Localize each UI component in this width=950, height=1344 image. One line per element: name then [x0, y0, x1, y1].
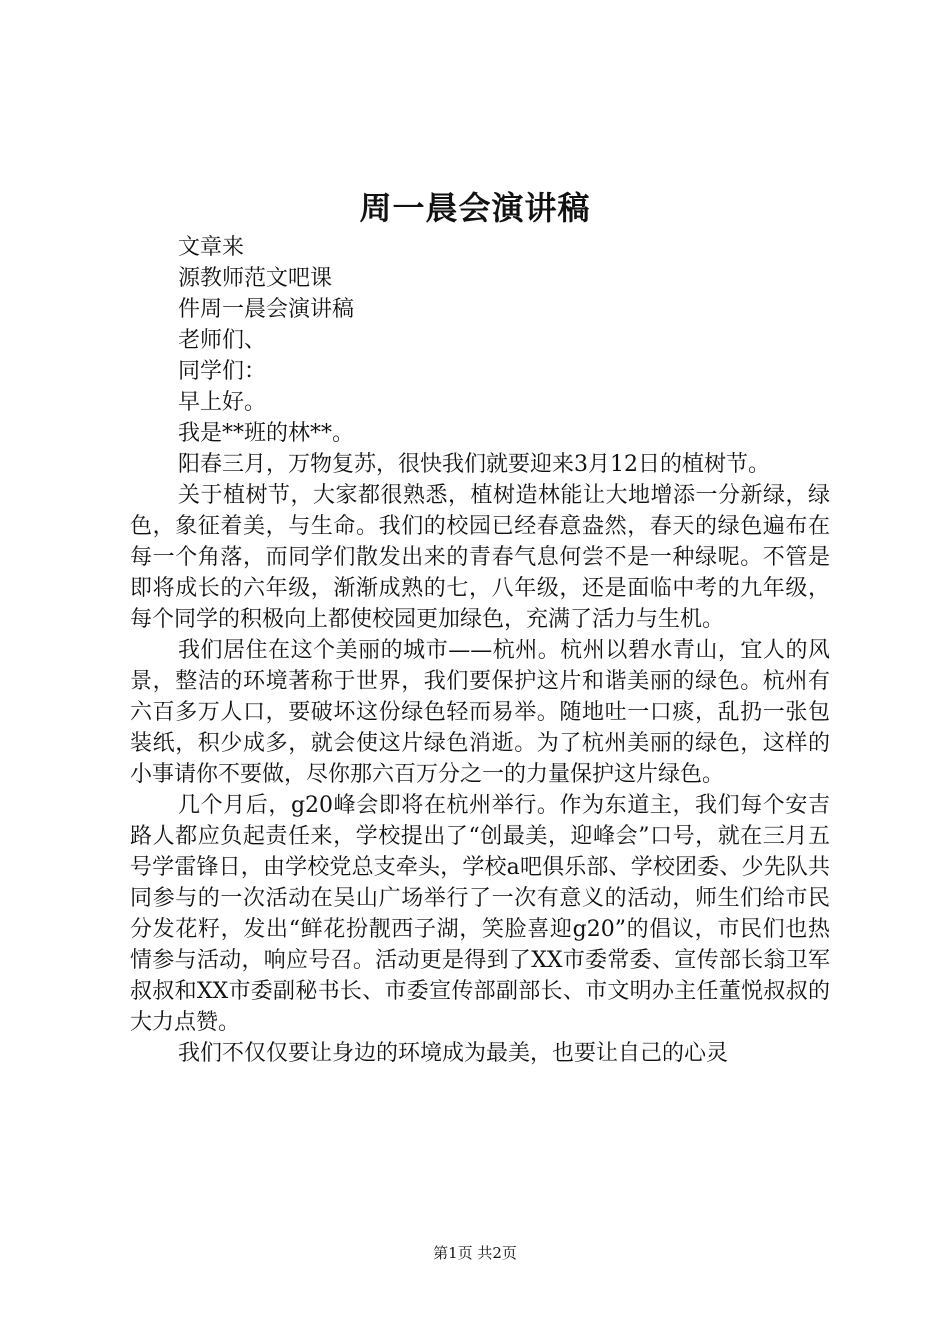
- greeting-teachers: 老师们、: [178, 328, 267, 353]
- paragraph-2: 关于植树节，大家都很熟悉，植树造林能让大地增添一分新绿，绿色，象征着美，与生命。我们的校园已经春意盎然，春天的绿色遍布在每一个角落，而同学们散发出来的青春气息何尝不是一种绿呢。不管是即将成长的六年级，渐渐成熟的七，八年级，还是面临中考的九年级，每个同学的积极向上都使校园更加绿色，充满了活力与生机。: [130, 483, 830, 632]
- speaker-intro: 我是**班的林**。: [178, 421, 355, 446]
- greeting-morning: 早上好。: [178, 390, 267, 415]
- header-line-source-3: 件周一晨会演讲稿: [178, 297, 355, 322]
- page-footer: 第1页 共2页: [433, 1244, 517, 1262]
- document-body: [130, 232, 830, 1069]
- paragraph-5: 我们不仅仅要让身边的环境成为最美，也要让自己的心灵: [178, 1041, 729, 1066]
- header-line-source-2: 源教师范文吧课: [178, 266, 333, 291]
- header-line-source-1: 文章来: [178, 235, 245, 260]
- paragraph-3: 我们居住在这个美丽的城市——杭州。杭州以碧水青山，宜人的风景，整洁的环境著称于世界，我们要保护这片和谐美丽的绿色。杭州有六百多万人口，要破坏这份绿色轻而易举。随地吐一口痰，乱扔一张包装纸，积少成多，就会使这片绿色消逝。为了杭州美丽的绿色，这样的小事请你不要做，尽你那六百万分之一的力量保护这片绿色。: [130, 638, 830, 787]
- paragraph-1: 阳春三月，万物复苏，很快我们就要迎来3月12日的植树节。: [178, 452, 770, 477]
- greeting-students: 同学们：: [178, 359, 267, 384]
- document-title: 周一晨会演讲稿: [359, 189, 591, 227]
- paragraph-4: 几个月后，g20峰会即将在杭州举行。作为东道主，我们每个安吉路人都应负起责任来，学校提出了“创最美，迎峰会”口号，就在三月五号学雷锋日，由学校党总支牵头，学校a吧俱乐部、学校团委、少先队共同参与的一次活动在吴山广场举行了一次有意义的活动，师生们给市民分发花籽，发出“鲜花扮靓西子湖，笑脸喜迎g20”的倡议，市民们也热情参与活动，响应号召。活动更是得到了XX市委常委、宣传部长翁卫军叔叔和XX市委副秘书长、市委宣传部副部长、市文明办主任董悦叔叔的大力点赞。: [130, 793, 830, 1035]
